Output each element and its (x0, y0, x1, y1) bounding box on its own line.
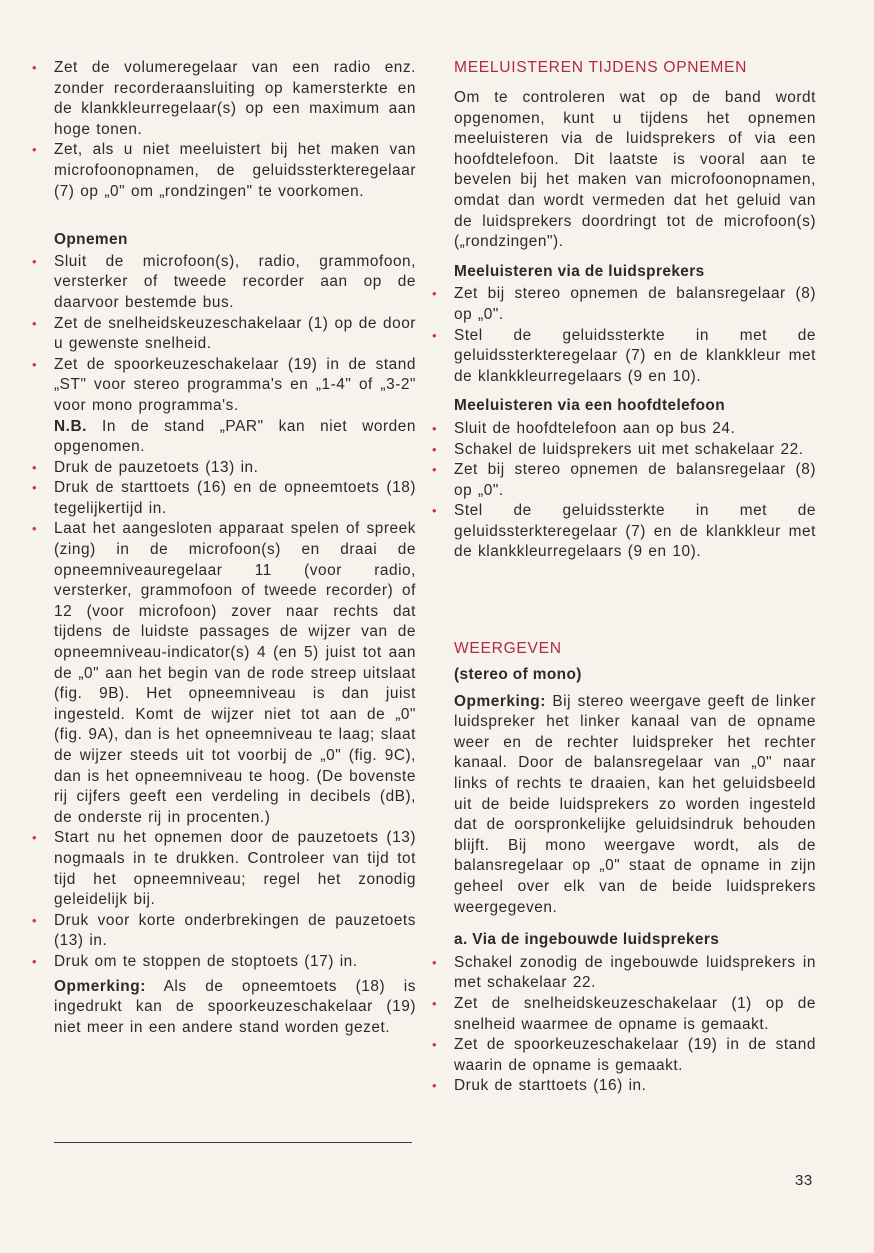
list-item (30, 314, 416, 355)
right-column (430, 58, 816, 1097)
bullet-icon: • (432, 462, 438, 478)
list-item-text: Start nu het opnemen door de pauzetoets (13) nogmaals in te drukken. Controleer van tijd tot tijd het opneemniveau; regel het zonodig geleidelijk bij. (54, 829, 416, 909)
via-luidsprekers-list (430, 284, 816, 387)
note-text: Als de opneemtoets (18) is ingedrukt kan de spoorkeuzeschakelaar (19) niet meer in een andere stand worden gezet. (54, 977, 416, 1036)
list-item-text: Laat het aangesloten apparaat spelen of spreek (zing) in de microfoon(s) en draai de opneemniveauregelaar 11 (voor radio, versterker, grammofoon of tweede recorder) of 12 (voor microfoon) zover naar rechts dat tijdens de luidste passages de wijzer van de opneemniveau-indicator(s) 4 (en 5) juist tot aan de „0" aan het begin van de rode streep uitslaat (fig. 9B). Het opneemniveau is dan juist ingesteld. Komt de wijzer niet tot aan de „0" (fig. 9A), dan is het opneemniveau te laag; slaat de wijzer steeds uit tot voorbij de „0" (fig. 9C), dan is het opneemniveau te hoog. (De bovenste rij cijfers geeft een verdeling in decibels (dB), de onderste rij in procenten.) (54, 520, 416, 826)
list-item (30, 952, 416, 973)
list-item (30, 252, 416, 314)
bullet-icon: • (32, 60, 38, 75)
bullet-icon: • (32, 521, 38, 537)
note-label: Opmerking: (454, 692, 546, 710)
list-item-text: Druk om te stoppen de stoptoets (17) in. (54, 952, 358, 970)
weergeven-note (430, 692, 816, 919)
intro-list (30, 58, 416, 202)
bullet-icon: • (32, 356, 38, 372)
list-item (430, 1035, 816, 1076)
list-item-text: Zet de spoorkeuzeschakelaar (19) in de stand waarin de opname is gemaakt. (454, 1036, 816, 1074)
meeluisteren-title: MEELUISTEREN TIJDENS OPNEMEN (454, 59, 748, 76)
opnemen-heading: Opnemen (54, 231, 128, 249)
list-item-text: Stel de geluidssterkte in met de geluidssterkteregelaar (7) en de klankkleur met de klankkleurregelaars (9 en 10). (454, 326, 816, 385)
list-item-text: Zet, als u niet meeluistert bij het maken van microfoonopnamen, de geluidssterkteregelaar (7) op „0" om „rondzingen" te voorkomen. (54, 141, 416, 200)
bullet-icon: • (32, 253, 38, 269)
via-hoofdtelefoon-list (430, 419, 816, 563)
bullet-icon: • (432, 1037, 438, 1053)
list-item (30, 355, 416, 458)
list-item-text: Zet bij stereo opnemen de balansregelaar (8) op „0". (454, 461, 816, 499)
bullet-icon: • (432, 327, 438, 343)
list-item (430, 953, 816, 994)
list-item (430, 460, 816, 501)
list-item-text: Druk de starttoets (16) en de opneemtoets (18) tegelijkertijd in. (54, 479, 416, 517)
nb-label: N.B. (54, 417, 87, 435)
list-item (430, 501, 816, 563)
bullet-icon: • (32, 830, 38, 846)
nb-text: In de stand „PAR" kan niet worden opgenomen. (54, 417, 416, 456)
page-number: 33 (795, 1172, 813, 1189)
bullet-icon: • (32, 480, 38, 496)
list-item (30, 140, 416, 202)
via-hoofdtelefoon-heading: Meeluisteren via een hoofdtelefoon (454, 397, 726, 415)
weergeven-subtitle: (stereo of mono) (454, 666, 582, 684)
bullet-icon: • (432, 441, 438, 457)
bullet-icon: • (32, 912, 38, 928)
bullet-icon: • (432, 286, 438, 302)
list-item-text: Zet de spoorkeuzeschakelaar (19) in de stand „ST" voor stereo programma's en „1-4" of „3-2" voor mono programma's. (54, 355, 416, 414)
divider (54, 1142, 412, 1143)
list-item-text: Zet de snelheidskeuzeschakelaar (1) op de snelheid waarmee de opname is gemaakt. (454, 994, 816, 1033)
list-item (430, 419, 816, 440)
bullet-icon: • (432, 420, 438, 436)
list-item (30, 828, 416, 910)
bullet-icon: • (432, 995, 438, 1011)
list-item (430, 1076, 816, 1097)
left-column (30, 58, 416, 1038)
list-item (30, 58, 416, 140)
list-item-text: Druk de pauzetoets (13) in. (54, 458, 259, 476)
via-luidsprekers-heading: Meeluisteren via de luidsprekers (454, 262, 705, 280)
opnemen-note (30, 977, 416, 1039)
meeluisteren-text: Om te controleren wat op de band wordt opgenomen, kunt u tijdens het opnemen meeluisteren via de luidsprekers of via een hoofdtelefoon. Dit laatste is vooral aan te bevelen bij het maken van microfoonopnamen, omdat dan wordt vermeden dat het geluid van de luidsprekers doordringt tot de microfoon(s) („rondzingen"). (454, 89, 816, 251)
bullet-icon: • (32, 459, 38, 475)
list-item-text: Zet de volumeregelaar van een radio enz. zonder recorderaansluiting op kamersterkte en de klankkleurregelaar(s) op een maximum aan hoge tonen. (54, 59, 416, 138)
note-text: Bij stereo weergave geeft de linker luidspreker het linker kanaal van de opname weer en de rechter luidspreker het rechter kanaal. Door de balansregelaar van „0" naar links of rechts te draaien, kan het geluidsbeeld uit de beide luidsprekers zo worden ingesteld dat de oorspronkelijke geluidsindruk behouden blijft. Bij mono weergave wordt, als de balansregelaar op „0" staat de opname in zijn geheel over elk van de beide luidsprekers weergegeven. (454, 692, 816, 916)
list-item-text: Zet de snelheidskeuzeschakelaar (1) op de door u gewenste snelheid. (54, 314, 416, 353)
list-item (430, 326, 816, 388)
ingebouwde-list (430, 953, 816, 1097)
list-item (30, 458, 416, 479)
list-item-text: Schakel de luidsprekers uit met schakelaar 22. (454, 440, 804, 458)
list-item-text: Druk voor korte onderbrekingen de pauzetoets (13) in. (54, 911, 416, 950)
list-item-text: Zet bij stereo opnemen de balansregelaar (8) op „0". (454, 285, 816, 323)
list-item (430, 994, 816, 1035)
list-item (30, 519, 416, 828)
list-item (30, 478, 416, 519)
ingebouwde-heading: a. Via de ingebouwde luidsprekers (454, 931, 720, 949)
note-label: Opmerking: (54, 977, 146, 995)
list-item-text: Sluit de microfoon(s), radio, grammofoon, versterker of tweede recorder aan op de daarvoor bestemde bus. (54, 252, 416, 311)
bullet-icon: • (432, 1078, 438, 1094)
list-item-text: Sluit de hoofdtelefoon aan op bus 24. (454, 419, 736, 437)
bullet-icon: • (32, 142, 38, 158)
bullet-icon: • (32, 953, 38, 969)
list-item-text: Schakel zonodig de ingebouwde luidsprekers in met schakelaar 22. (454, 953, 816, 992)
bullet-icon: • (432, 503, 438, 519)
bullet-icon: • (32, 315, 38, 331)
bullet-icon: • (432, 954, 438, 970)
opnemen-list (30, 252, 416, 973)
list-item (430, 440, 816, 461)
list-item-text: Druk de starttoets (16) in. (454, 1077, 647, 1095)
list-item (430, 284, 816, 325)
weergeven-title: WEERGEVEN (454, 640, 562, 658)
list-item (30, 911, 416, 952)
list-item-text: Stel de geluidssterkte in met de geluidssterkteregelaar (7) en de klankkleur met de klankkleurregelaars (9 en 10). (454, 502, 816, 561)
